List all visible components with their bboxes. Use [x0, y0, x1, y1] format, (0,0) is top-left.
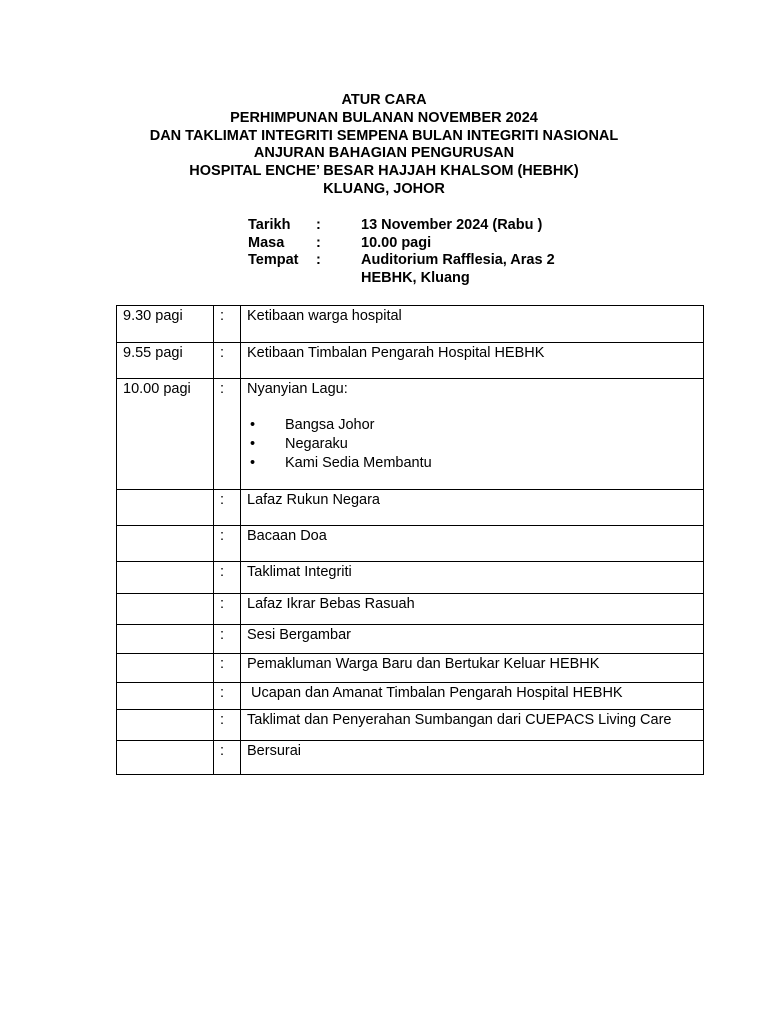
- agenda-item: Taklimat dan Penyerahan Sumbangan dari CUEPACS Living Care: [241, 710, 704, 741]
- table-row: [117, 490, 704, 526]
- table-row: [117, 683, 704, 710]
- song-list: [247, 416, 697, 473]
- time-label: Masa: [248, 234, 285, 251]
- list-item: [247, 454, 697, 473]
- agenda-time: [117, 654, 214, 683]
- agenda-time: [117, 710, 214, 741]
- table-row: [117, 654, 704, 683]
- song-name: Kami Sedia Membantu: [285, 455, 432, 471]
- agenda-item: Lafaz Ikrar Bebas Rasuah: [241, 594, 704, 625]
- table-row: [117, 710, 704, 741]
- song-name: Bangsa Johor: [285, 417, 375, 433]
- agenda-time: 9.55 pagi: [117, 343, 214, 379]
- agenda-item: Bacaan Doa: [241, 526, 704, 562]
- table-row: [117, 741, 704, 775]
- agenda-time: [117, 683, 214, 710]
- date-colon: :: [316, 217, 321, 233]
- agenda-time: 10.00 pagi: [117, 379, 214, 490]
- bullet-icon: •: [250, 455, 256, 471]
- table-row: [117, 594, 704, 625]
- agenda-colon: :: [214, 379, 241, 490]
- agenda-item: Ketibaan warga hospital: [241, 306, 704, 343]
- agenda-item: Taklimat Integriti: [241, 562, 704, 594]
- agenda-item: Pemakluman Warga Baru dan Bertukar Keluar HEBHK: [241, 654, 704, 683]
- agenda-time: [117, 741, 214, 775]
- table-row: [117, 625, 704, 654]
- agenda-item: Sesi Bergambar: [241, 625, 704, 654]
- agenda-time: [117, 562, 214, 594]
- date-label: Tarikh: [248, 217, 291, 233]
- agenda-item: Ketibaan Timbalan Pengarah Hospital HEBHK: [241, 343, 704, 379]
- list-item: [247, 416, 697, 435]
- table-row: [117, 306, 704, 343]
- header-event: PERHIMPUNAN BULANAN NOVEMBER 2024: [230, 109, 538, 126]
- document-header: [0, 92, 768, 199]
- agenda-colon: :: [214, 562, 241, 594]
- agenda-item: Ucapan dan Amanat Timbalan Pengarah Hospital HEBHK: [241, 683, 704, 710]
- header-organizer: ANJURAN BAHAGIAN PENGURUSAN: [253, 145, 515, 162]
- agenda-time: 9.30 pagi: [117, 306, 214, 343]
- agenda-colon: :: [214, 306, 241, 343]
- venue-value-continued: HEBHK, Kluang: [361, 269, 470, 286]
- agenda-colon: :: [214, 625, 241, 654]
- agenda-colon: :: [214, 683, 241, 710]
- header-briefing: DAN TAKLIMAT INTEGRITI SEMPENA BULAN INTEGRITI NASIONAL: [149, 127, 619, 144]
- agenda-colon: :: [214, 343, 241, 379]
- agenda-table: [116, 305, 704, 775]
- agenda-time: [117, 526, 214, 562]
- agenda-colon: :: [214, 526, 241, 562]
- header-title: ATUR CARA: [341, 92, 427, 108]
- agenda-colon: :: [214, 741, 241, 775]
- agenda-colon: :: [214, 654, 241, 683]
- bullet-icon: •: [250, 417, 256, 433]
- agenda-item-songs: [241, 379, 704, 490]
- venue-colon: :: [316, 252, 321, 269]
- agenda-time: [117, 625, 214, 654]
- venue-label: Tempat: [248, 252, 299, 269]
- agenda-item: Lafaz Rukun Negara: [241, 490, 704, 526]
- agenda-colon: :: [214, 490, 241, 526]
- table-row: [117, 379, 704, 490]
- list-item: [247, 435, 697, 454]
- table-row: [117, 343, 704, 379]
- time-value: 10.00 pagi: [361, 234, 432, 251]
- header-location: KLUANG, JOHOR: [323, 180, 445, 197]
- song-name: Negaraku: [285, 436, 348, 452]
- agenda-item: Bersurai: [241, 741, 704, 775]
- table-row: [117, 526, 704, 562]
- agenda-item: Nyanyian Lagu:: [247, 381, 348, 397]
- agenda-time: [117, 490, 214, 526]
- time-colon: :: [316, 234, 321, 251]
- agenda-colon: :: [214, 710, 241, 741]
- bullet-icon: •: [250, 436, 256, 452]
- agenda-time: [117, 594, 214, 625]
- table-row: [117, 562, 704, 594]
- venue-value: Auditorium Rafflesia, Aras 2: [361, 252, 555, 269]
- agenda-colon: :: [214, 594, 241, 625]
- header-hospital: HOSPITAL ENCHE’ BESAR HAJJAH KHALSOM (HEBHK): [189, 163, 579, 180]
- date-value: 13 November 2024 (Rabu ): [361, 217, 543, 233]
